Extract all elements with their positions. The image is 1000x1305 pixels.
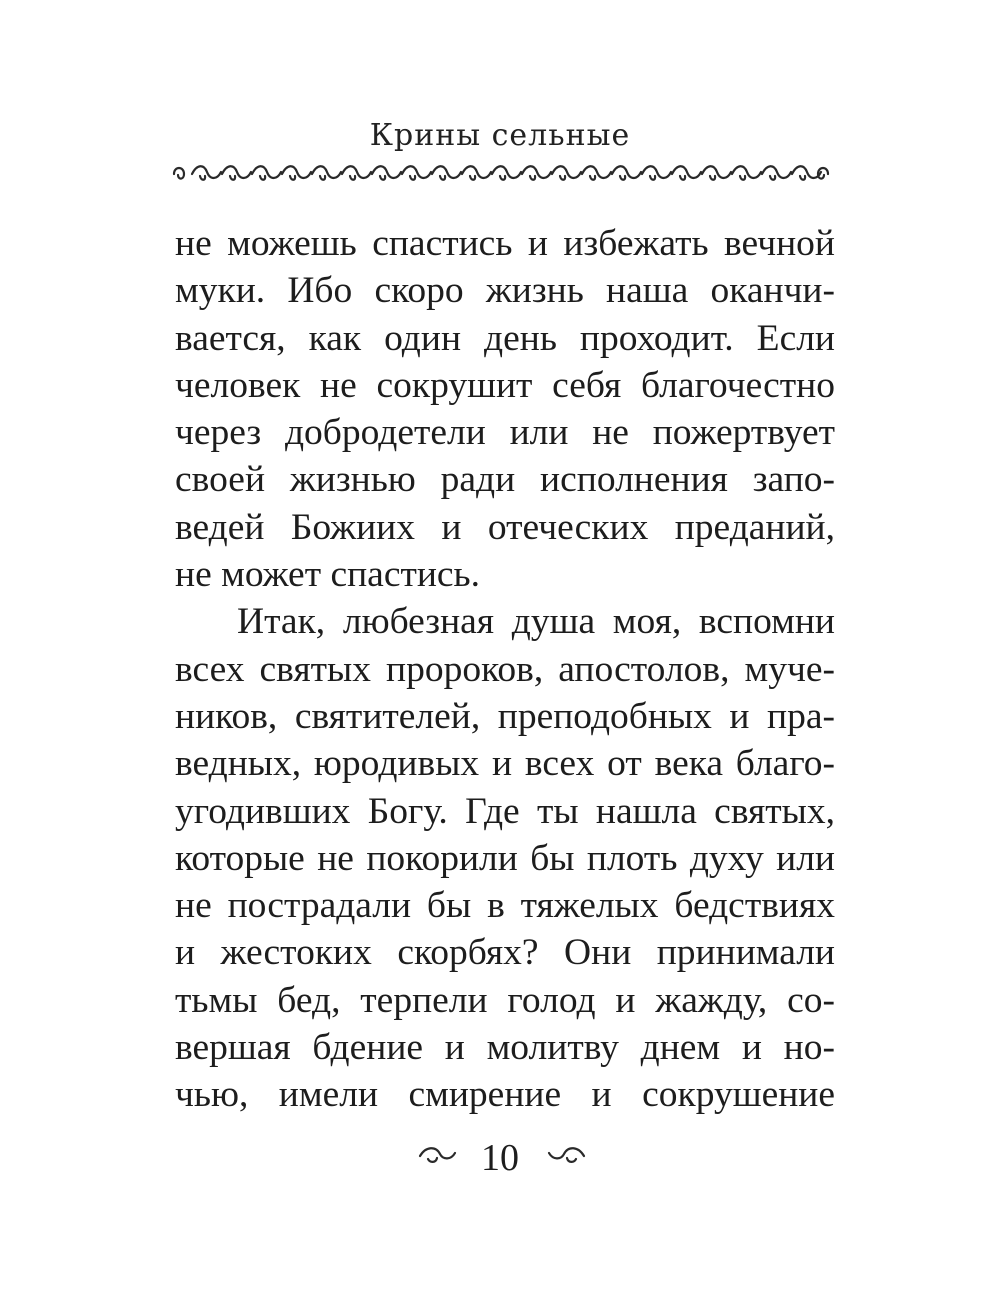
text-line: своей жизнью ради исполнения запо- (175, 459, 835, 501)
text-line: ведей Божиих и отеческих преданий, (175, 506, 835, 548)
text-line: всех святых пророков, апостолов, муче- (175, 648, 835, 690)
ornament-scroll-motif (432, 166, 461, 180)
ornament-scroll-motif (372, 166, 401, 180)
text-line: муки. Ибо скоро жизнь наша оканчи- (175, 270, 835, 312)
ornament-scroll-motif (282, 166, 311, 180)
body-text (175, 220, 835, 1119)
ornament-motifs (192, 166, 821, 180)
ornament-scroll-motif (702, 166, 731, 180)
flourish-right-icon (546, 1144, 586, 1166)
running-title: Крины сельные (369, 118, 631, 153)
ornament-scroll-motif (762, 166, 791, 180)
ornament-scroll-motif (252, 166, 281, 180)
text-line: ведных, юродивых и всех от века благо- (175, 743, 835, 785)
ornament-scroll-motif (522, 166, 551, 180)
text-line: вершая бдение и молитву днем и но- (175, 1027, 835, 1069)
ornament-scroll-motif (642, 166, 671, 180)
ornament-scroll-motif (582, 166, 611, 180)
ornament-scroll-motif (492, 166, 521, 180)
ornament-scroll-motif (342, 166, 371, 180)
text-line: вается, как один день проходит. Если (175, 317, 835, 359)
header-ornament-band (170, 160, 832, 188)
text-line: которые не покорили бы плоть духу или (175, 837, 835, 879)
text-line: Итак, любезная душа моя, вспомни (237, 601, 835, 643)
text-line: угодивших Богу. Где ты нашла святых, (175, 790, 835, 832)
page-number: 10 (481, 1137, 519, 1179)
ornament-scroll-motif (462, 166, 491, 180)
ornament-end-left (174, 168, 184, 179)
text-line: тьмы бед, терпели голод и жажду, со- (175, 979, 835, 1021)
text-line: через добродетели или не пожертвует (175, 412, 835, 454)
text-line: не может спастись. (175, 554, 481, 596)
text-line: человек не сокрушит себя благочестно (175, 364, 835, 406)
ornament-scroll-motif (792, 166, 821, 180)
ornament-scroll-motif (222, 166, 251, 180)
ornament-scroll-motif (402, 166, 431, 180)
ornament-scroll-motif (312, 166, 341, 180)
text-line: ников, святителей, преподобных и пра- (175, 695, 835, 737)
ornament-scroll-motif (672, 166, 701, 180)
ornament-scroll-motif (552, 166, 581, 180)
ornament-scroll-motif (732, 166, 761, 180)
text-line: чью, имели смирение и сокрушение (175, 1074, 835, 1116)
ornament-scroll-motif (612, 166, 641, 180)
page-folio (0, 1132, 1000, 1182)
text-line: не можешь спастись и избежать вечной (175, 223, 835, 264)
text-line: и жестоких скорбях? Они принимали (175, 932, 835, 974)
text-line: не пострадали бы в тяжелых бедствиях (175, 885, 835, 927)
ornament-scroll-motif (192, 166, 221, 180)
